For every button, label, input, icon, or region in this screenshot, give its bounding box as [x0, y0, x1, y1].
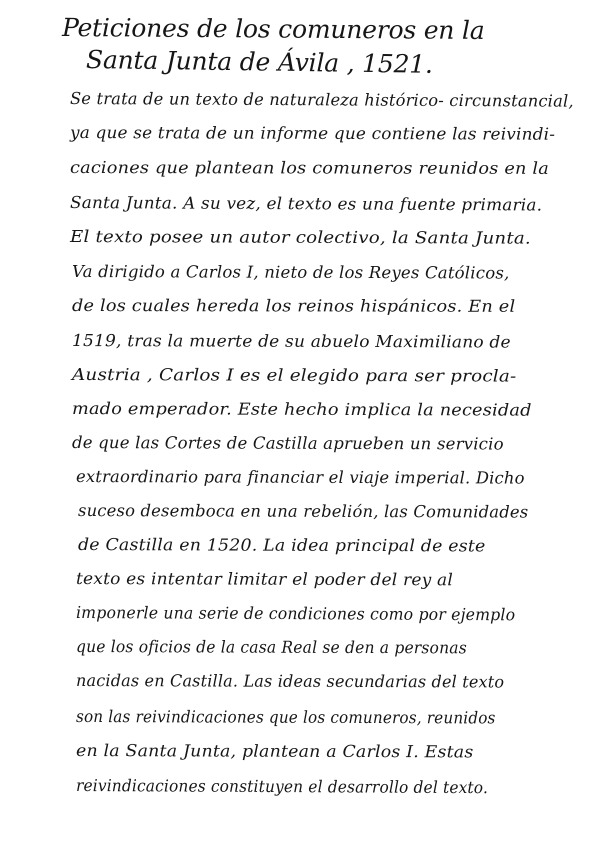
body-line: imponerle una serie de condiciones como por ejemplo — [75, 603, 516, 625]
body-line: de los cuales hereda los reinos hispánicos. En el — [71, 296, 516, 316]
body-line: texto es intentar limitar el poder del rey al — [75, 569, 454, 590]
body-line: Austria , Carlos I es el elegido para ser procla- — [71, 365, 517, 386]
title-line-1: Peticiones de los comuneros en la — [61, 13, 485, 45]
body-line: nacidas en Castilla. Las ideas secundarias del texto — [75, 671, 505, 692]
title-line-2: Santa Junta de Ávila , 1521. — [85, 45, 433, 79]
body-line: en la Santa Junta, plantean a Carlos I. Estas — [75, 741, 474, 762]
body-line: extraordinario para financiar el viaje imperial. Dicho — [75, 467, 525, 488]
body-line: Se trata de un texto de naturaleza histórico- circunstancial, — [69, 89, 574, 111]
body-line: 1519, tras la muerte de su abuelo Maximiliano de — [71, 331, 511, 352]
body-line: caciones que plantean los comuneros reunidos en la — [69, 158, 550, 178]
body-line: El texto posee un autor colectivo, la Santa Junta. — [69, 227, 531, 248]
body-line: reivindicaciones constituyen el desarrollo del texto. — [75, 776, 489, 798]
body-line: ya que se trata de un informe que contiene las reivindi- — [69, 123, 556, 144]
body-line: de que las Cortes de Castilla aprueben un servicio — [71, 433, 504, 454]
body-line: que los oficios de la casa Real se den a personas — [75, 637, 467, 658]
body-line: Va dirigido a Carlos I, nieto de los Reyes Católicos, — [71, 262, 510, 283]
body-line: suceso desemboca en una rebelión, las Comunidades — [77, 501, 529, 522]
body-line: Santa Junta. A su vez, el texto es una fuente primaria. — [69, 193, 543, 215]
body-line: de Castilla en 1520. La idea principal de este — [77, 535, 486, 556]
body-line: son las reivindicaciones que los comuneros, reunidos — [75, 707, 496, 728]
body-line: mado emperador. Este hecho implica la necesidad — [71, 399, 532, 420]
